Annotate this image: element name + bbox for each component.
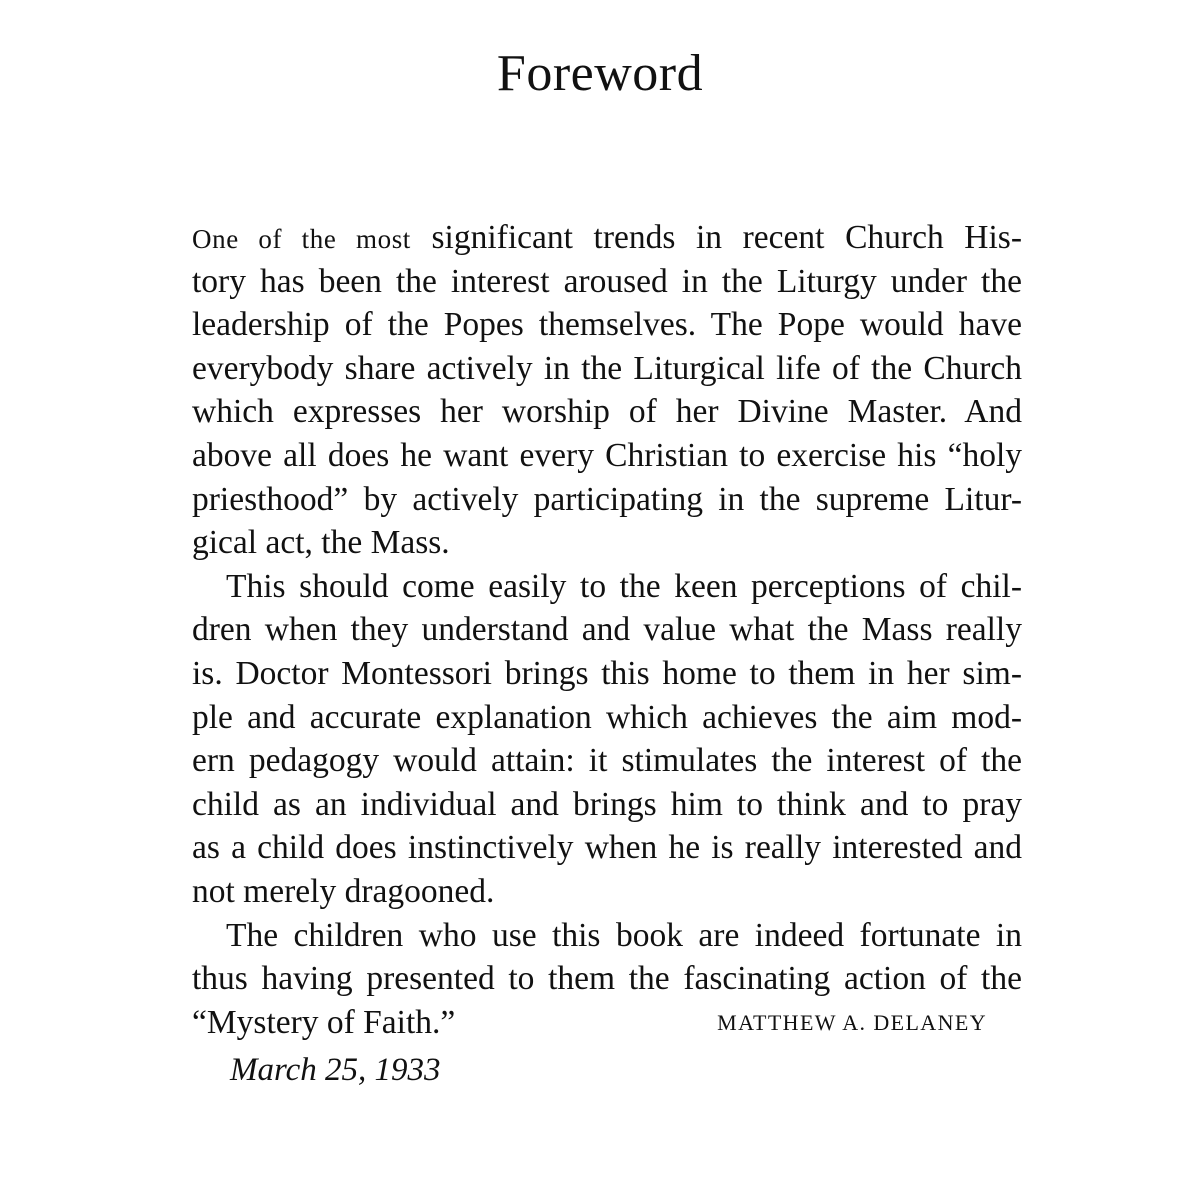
lead-smallcaps: One of the most xyxy=(192,224,411,254)
text-line: tory has been the interest aroused in the Liturgy under the xyxy=(192,262,1022,300)
text-line: leadership of the Popes themselves. The Pope would have xyxy=(192,306,1022,344)
text-line: gical act, the Mass. xyxy=(192,524,450,562)
text-line: priesthood” by actively participating in the supreme Litur- xyxy=(192,480,1022,518)
text-line: “Mystery of Faith.” xyxy=(192,1003,456,1041)
text-line: This should come easily to the keen perceptions of chil- xyxy=(226,567,1022,605)
text-line: ple and accurate explanation which achieves the aim mod- xyxy=(192,698,1022,736)
text-line xyxy=(192,216,1022,260)
text-line: not merely dragooned. xyxy=(192,872,495,910)
text-line: is. Doctor Montessori brings this home to them in her sim- xyxy=(192,654,1022,692)
page-title: Foreword xyxy=(496,45,704,102)
text-line: thus having presented to them the fascinating action of the xyxy=(192,960,1022,998)
text-line: ern pedagogy would attain: it stimulates the interest of the xyxy=(192,742,1022,780)
text-line: which expresses her worship of her Divine Master. And xyxy=(192,393,1022,431)
foreword-text xyxy=(192,216,1022,1044)
text-line-content: significant trends in recent Church His- xyxy=(410,219,1022,256)
text-line: The children who use this book are indeed fortunate in xyxy=(226,916,1022,954)
text-line: child as an individual and brings him to think and to pray xyxy=(192,785,1022,823)
author-signature: MATTHEW A. DELANEY xyxy=(717,1010,987,1035)
text-line: dren when they understand and value what the Mass really xyxy=(192,611,1022,649)
date-line: March 25, 1933 xyxy=(230,1052,441,1088)
text-line: above all does he want every Christian to exercise his “holy xyxy=(192,436,1022,474)
text-line: as a child does instinctively when he is really interested and xyxy=(192,829,1022,867)
text-line: everybody share actively in the Liturgical life of the Church xyxy=(192,349,1022,387)
